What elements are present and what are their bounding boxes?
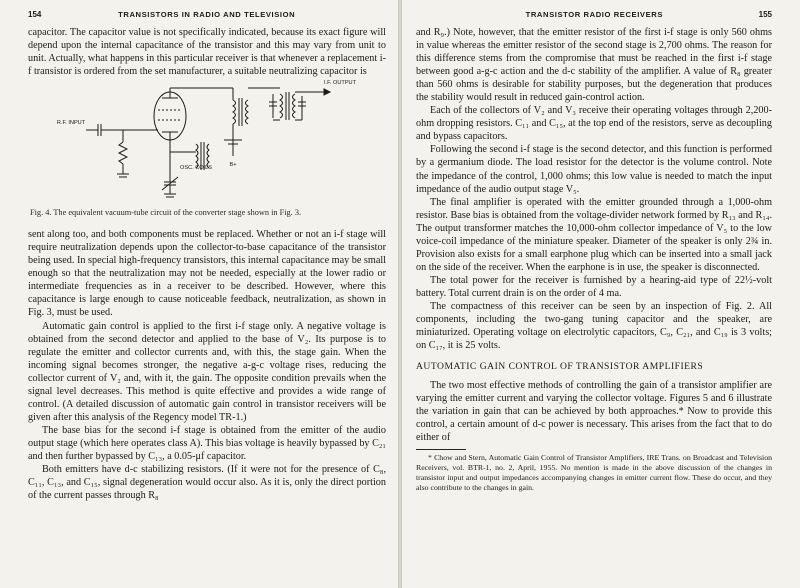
left-page-number: 154 bbox=[28, 10, 42, 19]
right-running-title: TRANSISTOR RADIO RECEIVERS bbox=[525, 10, 664, 19]
if-transformer-secondary bbox=[293, 94, 296, 118]
footnote: * Chow and Stern, Automatic Gain Control of Transistor Amplifiers, IRE Trans. on Broadcast and Television Receivers, vol. BTR-1, no. 2, April, 1955. No mention is made in the above discussion of the changes in transistor input and output impedances accompanying changes in emitter current flow. These do occur, and they also contribute to the changes in gain. bbox=[416, 453, 772, 492]
right-paragraph-6: The compactness of this receiver can be seen by an inspection of Fig. 2. All components, including the two-gang tuning capacitor and the speaker, are miniaturized. Operating voltage on electrolytic capacitors, C₉, C₂₁, and C₁₉ is 3 volts; on C₁₇, it is 25 volts. bbox=[416, 300, 772, 352]
left-page bbox=[0, 0, 398, 588]
right-paragraph-7: The two most effective methods of controlling the gain of a transistor amplifier are varying the emitter current and varying the collector voltage. Figures 5 and 6 illustrate the variation in gain that can be achieved by both approaches.* Now to provide this control, a certain amount of d-c power is necessary. This arises from the fact that to do either of bbox=[416, 380, 772, 444]
right-paragraph-2: Each of the collectors of V₂ and V₃ receive their operating voltages through 2,200-ohm dropping resistors. C₁₁ and C₁₅, at the top end of the resistors, serve as decoupling and bypass capacitors. bbox=[416, 105, 772, 143]
left-paragraph-1: sent along too, and both components must be replaced. Whether or not an i-f stage will require neutralization depends upon the collector-to-base capacitance of the transistor being used. In special high-frequency transistors, this internal capacitance may be small enough so that the neutralization may not be needed, especially at the lower radio or intermediate frequencies as in a receiver to be described. However, where this capacitance is large enough to cause noticeable feedback, neutralization, as shown in Fig. 3, must be used. bbox=[28, 229, 386, 319]
left-paragraph-4: Both emitters have d-c stabilizing resistors. (If it were not for the presence of C₈, C₁₁, C₁₃, and C₁₅, signal degeneration would occur also. As it is, only the direct portion of the current passes through R₈ bbox=[28, 464, 386, 502]
left-paragraph-3: The base bias for the second i-f stage is obtained from the emitter of the audio output stage (which here operates class A). This bias voltage is heavily bypassed by C₂₁ and then further bypassed by C₁₃, a 0.05-μf capacitor. bbox=[28, 424, 386, 462]
right-paragraph-1: and R₉.) Note, however, that the emitter resistor of the first i-f stage is only 560 ohms in value whereas the emitter resistor of the second stage is 2,700 ohms. The reason for this difference stems from the compromise that must be reached in the first i-f stage between good a-g-c action and the d-c stability of the amplifier. A value of R₈ greater than 560 ohms is desirable for stability purposes, but the degeneration that produces the stability would result in reduced gain-control action. bbox=[416, 27, 772, 104]
if-transformer-primary bbox=[280, 94, 283, 118]
output-arrow bbox=[324, 89, 330, 95]
right-paragraph-4: The final amplifier is operated with the emitter grounded through a 1,000-ohm resistor. Base bias is obtained from the voltage-divider network formed by R₁₃ and R₁₄. The output transformer matches the 10,000-ohm collector impedance of V₅ to the low voice-coil impedance of the miniature speaker. Diameter of the speaker is only 2¾ in. Provision also exists for a small earphone plug which can be inserted into a small jack on the side of the receiver. When the earphone is in use, the speaker is disconnected. bbox=[416, 196, 772, 273]
figure-caption: Fig. 4. The equivalent vacuum-tube circuit of the converter stage shown in Fig. 3. bbox=[30, 208, 302, 218]
if-output-label: I.F. OUTPUT bbox=[324, 80, 357, 87]
section-heading: AUTOMATIC GAIN CONTROL OF TRANSISTOR AMPLIFIERS bbox=[416, 361, 704, 373]
right-paragraph-5: The total power for the receiver is furnished by a hearing-aid type of 22½-volt battery. Total current drain is on the order of 4 ma. bbox=[416, 274, 772, 299]
left-running-head bbox=[28, 10, 386, 20]
plate-coil-secondary bbox=[246, 100, 249, 124]
circuit-diagram bbox=[28, 82, 386, 206]
right-running-head bbox=[416, 10, 772, 20]
left-paragraph-2: Automatic gain control is applied to the first i-f stage only. A negative voltage is obtained from the second detector and applied to the base of V₂. Its purpose is to regulate the emitter and collector currents and, with this, the stage gain. When the incoming signal becomes stronger, the negative a-g-c voltage rises, reducing the collector current of V₂ and, with it, the gain. The opposite condition prevails when the signal level decreases. This method is quite effective and provides a wide range of control. (A detailed discussion of automatic gain control in transistor receivers will be given after this analysis of the Regency model TR-1.) bbox=[28, 320, 386, 423]
osc-coils-label: OSC. COILS bbox=[179, 165, 213, 172]
left-running-title: TRANSISTORS IN RADIO AND TELEVISION bbox=[118, 10, 296, 19]
left-paragraph-top: capacitor. The capacitor value is not specifically indicated, because its exact figure will depend upon the internal capacitance of the transistor and this may vary from unit to unit. Actually, what happens in this particular receiver is that whenever a replacement i-f transistor is ordered from the set manufacturer, a suitable neutralizing capacitor is bbox=[28, 27, 386, 78]
footnote-rule bbox=[416, 449, 466, 450]
right-page bbox=[402, 0, 800, 588]
grid-resistor bbox=[119, 142, 127, 164]
converter-circuit-figure bbox=[28, 82, 386, 206]
rf-input-label: R.F. INPUT bbox=[56, 120, 86, 127]
right-page-number: 155 bbox=[758, 10, 772, 19]
right-paragraph-3: Following the second i-f stage is the second detector, and this function is performed by a germanium diode. The load resistor for the detector is the volume control. Note the impedance of the control, 1,000 ohms; this low value is needed to match the input impedance of the audio output stage V₅. bbox=[416, 144, 772, 195]
b-plus-label: B+ bbox=[229, 162, 237, 169]
plate-coil bbox=[233, 100, 236, 124]
